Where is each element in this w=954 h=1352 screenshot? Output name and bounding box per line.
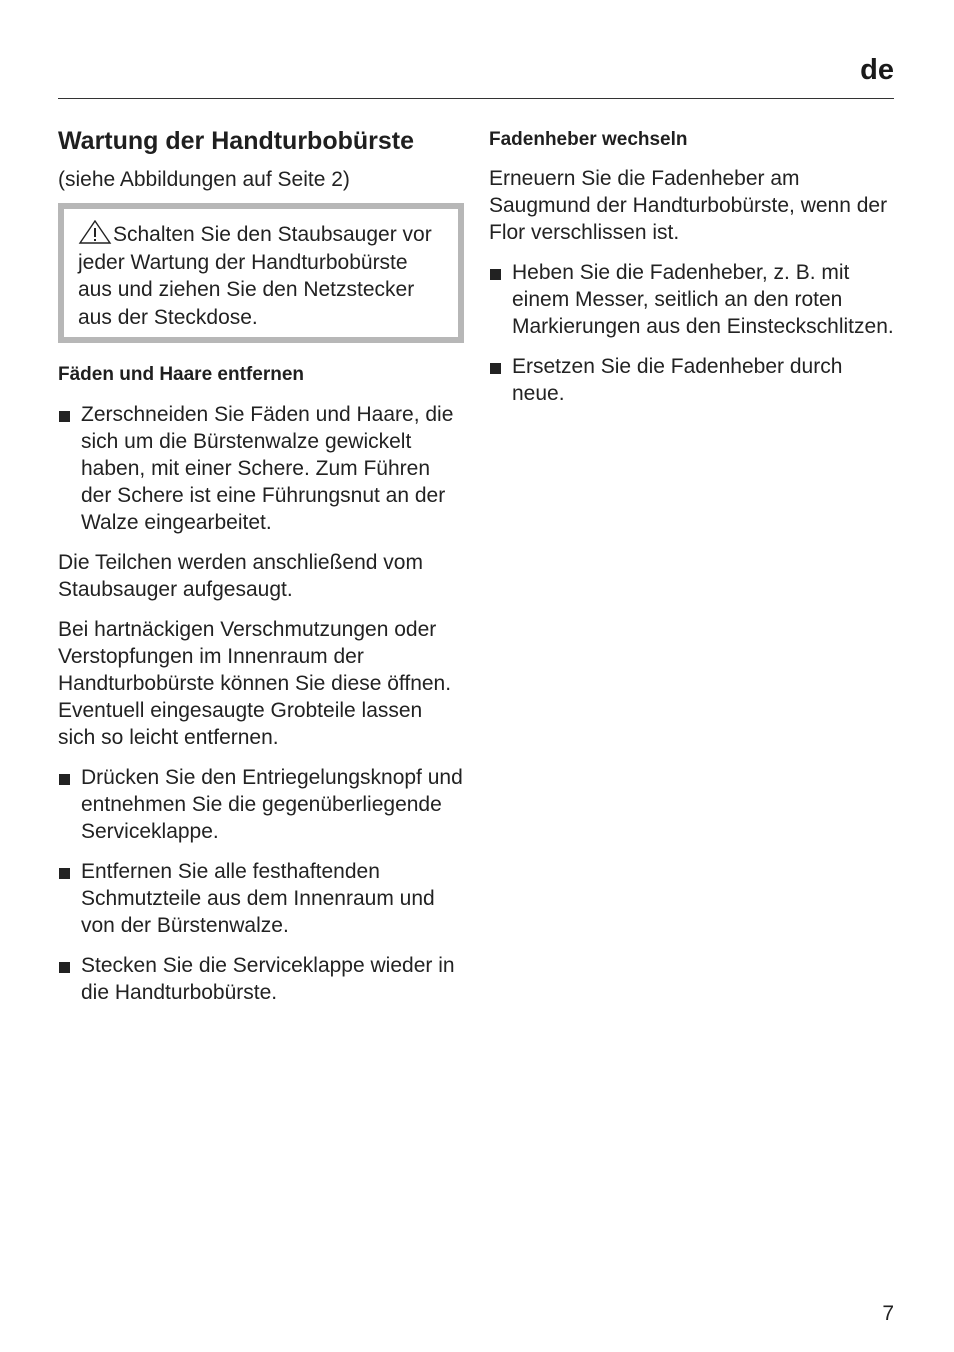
page-number: 7 bbox=[882, 1302, 894, 1325]
paragraph: Erneuern Sie die Fadenheber am Saugmund der Handturbobürste, wenn der Flor verschlissen ist. bbox=[489, 167, 888, 244]
list-item-text: Drücken Sie den Entriegelungsknopf und entnehmen Sie die gegenüberliegende Serviceklappe. bbox=[81, 766, 463, 843]
language-tag: de bbox=[860, 54, 894, 86]
warning-box bbox=[58, 203, 464, 343]
bullet-list-2 bbox=[58, 764, 464, 1006]
right-column bbox=[489, 122, 899, 420]
bullet-square-icon bbox=[490, 269, 501, 280]
list-item-text: Zerschneiden Sie Fäden und Haare, die sich um die Bürstenwalze gewickelt haben, mit einer Schere. Zum Führen der Schere ist eine Führungsnut an der Walze eingearbeitet. bbox=[81, 403, 454, 534]
heading-threads-hair: Fäden und Haare entfernen bbox=[58, 364, 304, 385]
list-item bbox=[489, 259, 899, 340]
bullet-list-3 bbox=[489, 259, 899, 407]
bullet-square-icon bbox=[59, 962, 70, 973]
list-item bbox=[58, 401, 464, 536]
section-subtitle: (siehe Abbildungen auf Seite 2) bbox=[58, 168, 350, 191]
list-item bbox=[489, 353, 899, 407]
list-item-text: Ersetzen Sie die Fadenheber durch neue. bbox=[512, 355, 843, 405]
list-item-text: Stecken Sie die Serviceklappe wieder in die Handturbobürste. bbox=[81, 954, 455, 1004]
list-item bbox=[58, 858, 464, 939]
bullet-square-icon bbox=[59, 774, 70, 785]
bullet-square-icon bbox=[490, 363, 501, 374]
list-item-text: Heben Sie die Fadenheber, z. B. mit einem Messer, seitlich an den roten Markierungen aus den Einsteckschlitzen. bbox=[512, 261, 894, 338]
bullet-list-1 bbox=[58, 401, 464, 536]
section-title: Wartung der Handturbobürste bbox=[58, 127, 415, 155]
paragraph: Bei hartnäckigen Verschmutzungen oder Verstopfungen im Innenraum der Handturbobürste können Sie diese öffnen. Eventuell eingesaugte Grobteile lassen sich so leicht entfernen. bbox=[58, 618, 452, 749]
paragraph: Die Teilchen werden anschließend vom Staubsauger aufgesaugt. bbox=[58, 551, 423, 601]
list-item bbox=[58, 952, 464, 1006]
bullet-square-icon bbox=[59, 868, 70, 879]
list-item bbox=[58, 764, 464, 845]
warning-triangle-icon bbox=[78, 220, 112, 244]
heading-thread-lifter: Fadenheber wechseln bbox=[489, 129, 688, 150]
bullet-square-icon bbox=[59, 411, 70, 422]
warning-text: Schalten Sie den Staubsauger vor jeder Wartung der Handturbobürste aus und ziehen Sie den Netzstecker aus der Steckdose. bbox=[78, 223, 432, 329]
left-column bbox=[58, 122, 464, 1019]
list-item-text: Entfernen Sie alle festhaftenden Schmutzteile aus dem Innenraum und von der Bürstenwalze. bbox=[81, 860, 435, 937]
header-divider bbox=[58, 98, 894, 99]
